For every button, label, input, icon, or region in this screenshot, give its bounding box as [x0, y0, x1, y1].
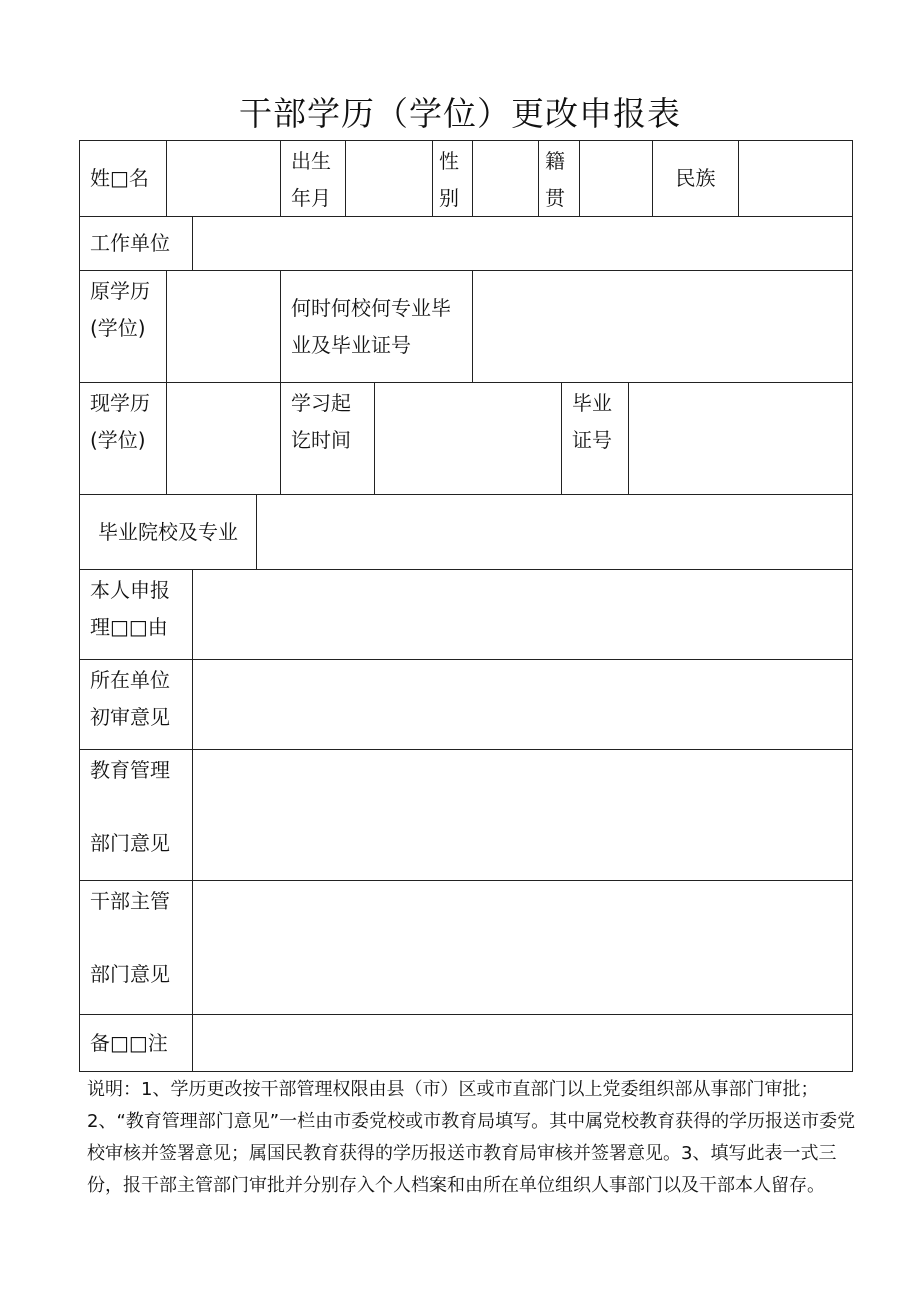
label-cadre-opinion-line1: 干部主管 [90, 889, 170, 913]
label-study-period: 学习起讫时间 [280, 383, 374, 494]
row-original-degree [80, 270, 852, 382]
label-application-reason: 本人申报理□□由 [90, 578, 170, 639]
field-graduation-info[interactable] [472, 271, 852, 382]
field-application-reason[interactable] [192, 570, 852, 659]
row-work-unit [80, 216, 852, 270]
row-unit-opinion [80, 659, 852, 749]
form-notes: 说明：1、学历更改按干部管理权限由县（市）区或市直部门以上党委组织部从事部门审批；2、“教育管理部门意见”一栏由市委党校或市教育局填写。其中属党校教育获得的学历报送市委党校审核并签署意见；属国民教育获得的学历报送市教育局审核并签署意见。3、填写此表一式三份，报干部主管部门审批并分别存入个人档案和由所在单位组织人事部门以及干部本人留存。 [87, 1079, 856, 1196]
field-ethnicity[interactable] [738, 141, 852, 216]
field-native-place[interactable] [579, 141, 652, 216]
label-school-major: 毕业院校及专业 [98, 519, 238, 544]
label-education-opinion [80, 750, 192, 880]
label-remark: 备□□注 [90, 1030, 168, 1055]
field-name[interactable] [166, 141, 280, 216]
label-education-opinion-line2: 部门意见 [90, 831, 170, 855]
label-graduation-info: 何时何校何专业毕业及毕业证号 [280, 271, 472, 382]
label-original-degree: 原学历(学位) [90, 279, 150, 340]
field-unit-opinion[interactable] [192, 660, 852, 749]
field-original-degree[interactable] [166, 271, 280, 382]
row-current-degree [80, 382, 852, 494]
field-gender[interactable] [472, 141, 538, 216]
field-certificate-number[interactable] [628, 383, 852, 494]
label-cadre-opinion-line2: 部门意见 [90, 962, 170, 986]
label-education-opinion-line1: 教育管理 [90, 758, 170, 782]
label-gender: 性别 [432, 141, 472, 216]
field-work-unit[interactable] [192, 217, 852, 270]
row-remark [80, 1014, 852, 1071]
label-unit-opinion: 所在单位初审意见 [90, 668, 170, 729]
row-basic-info [80, 141, 852, 216]
label-name: 姓□名 [90, 166, 149, 190]
row-school-major [80, 494, 852, 569]
field-study-period[interactable] [374, 383, 561, 494]
field-school-major[interactable] [256, 495, 852, 569]
application-form-table [79, 140, 853, 1072]
row-application-reason [80, 569, 852, 659]
label-native-place: 籍贯 [538, 141, 579, 216]
field-remark[interactable] [192, 1015, 852, 1071]
row-education-opinion [80, 749, 852, 880]
label-work-unit: 工作单位 [90, 231, 170, 255]
label-ethnicity: 民族 [652, 141, 738, 216]
field-education-opinion[interactable] [192, 750, 852, 880]
form-title: 干部学历（学位）更改申报表 [239, 94, 681, 133]
label-birth-date: 出生年月 [280, 141, 345, 216]
label-certificate-number: 毕业证号 [561, 383, 628, 494]
field-cadre-opinion[interactable] [192, 881, 852, 1014]
label-current-degree: 现学历(学位) [90, 391, 150, 452]
field-current-degree[interactable] [166, 383, 280, 494]
label-cadre-opinion [80, 881, 192, 1014]
field-birth-date[interactable] [345, 141, 432, 216]
row-cadre-opinion [80, 880, 852, 1014]
